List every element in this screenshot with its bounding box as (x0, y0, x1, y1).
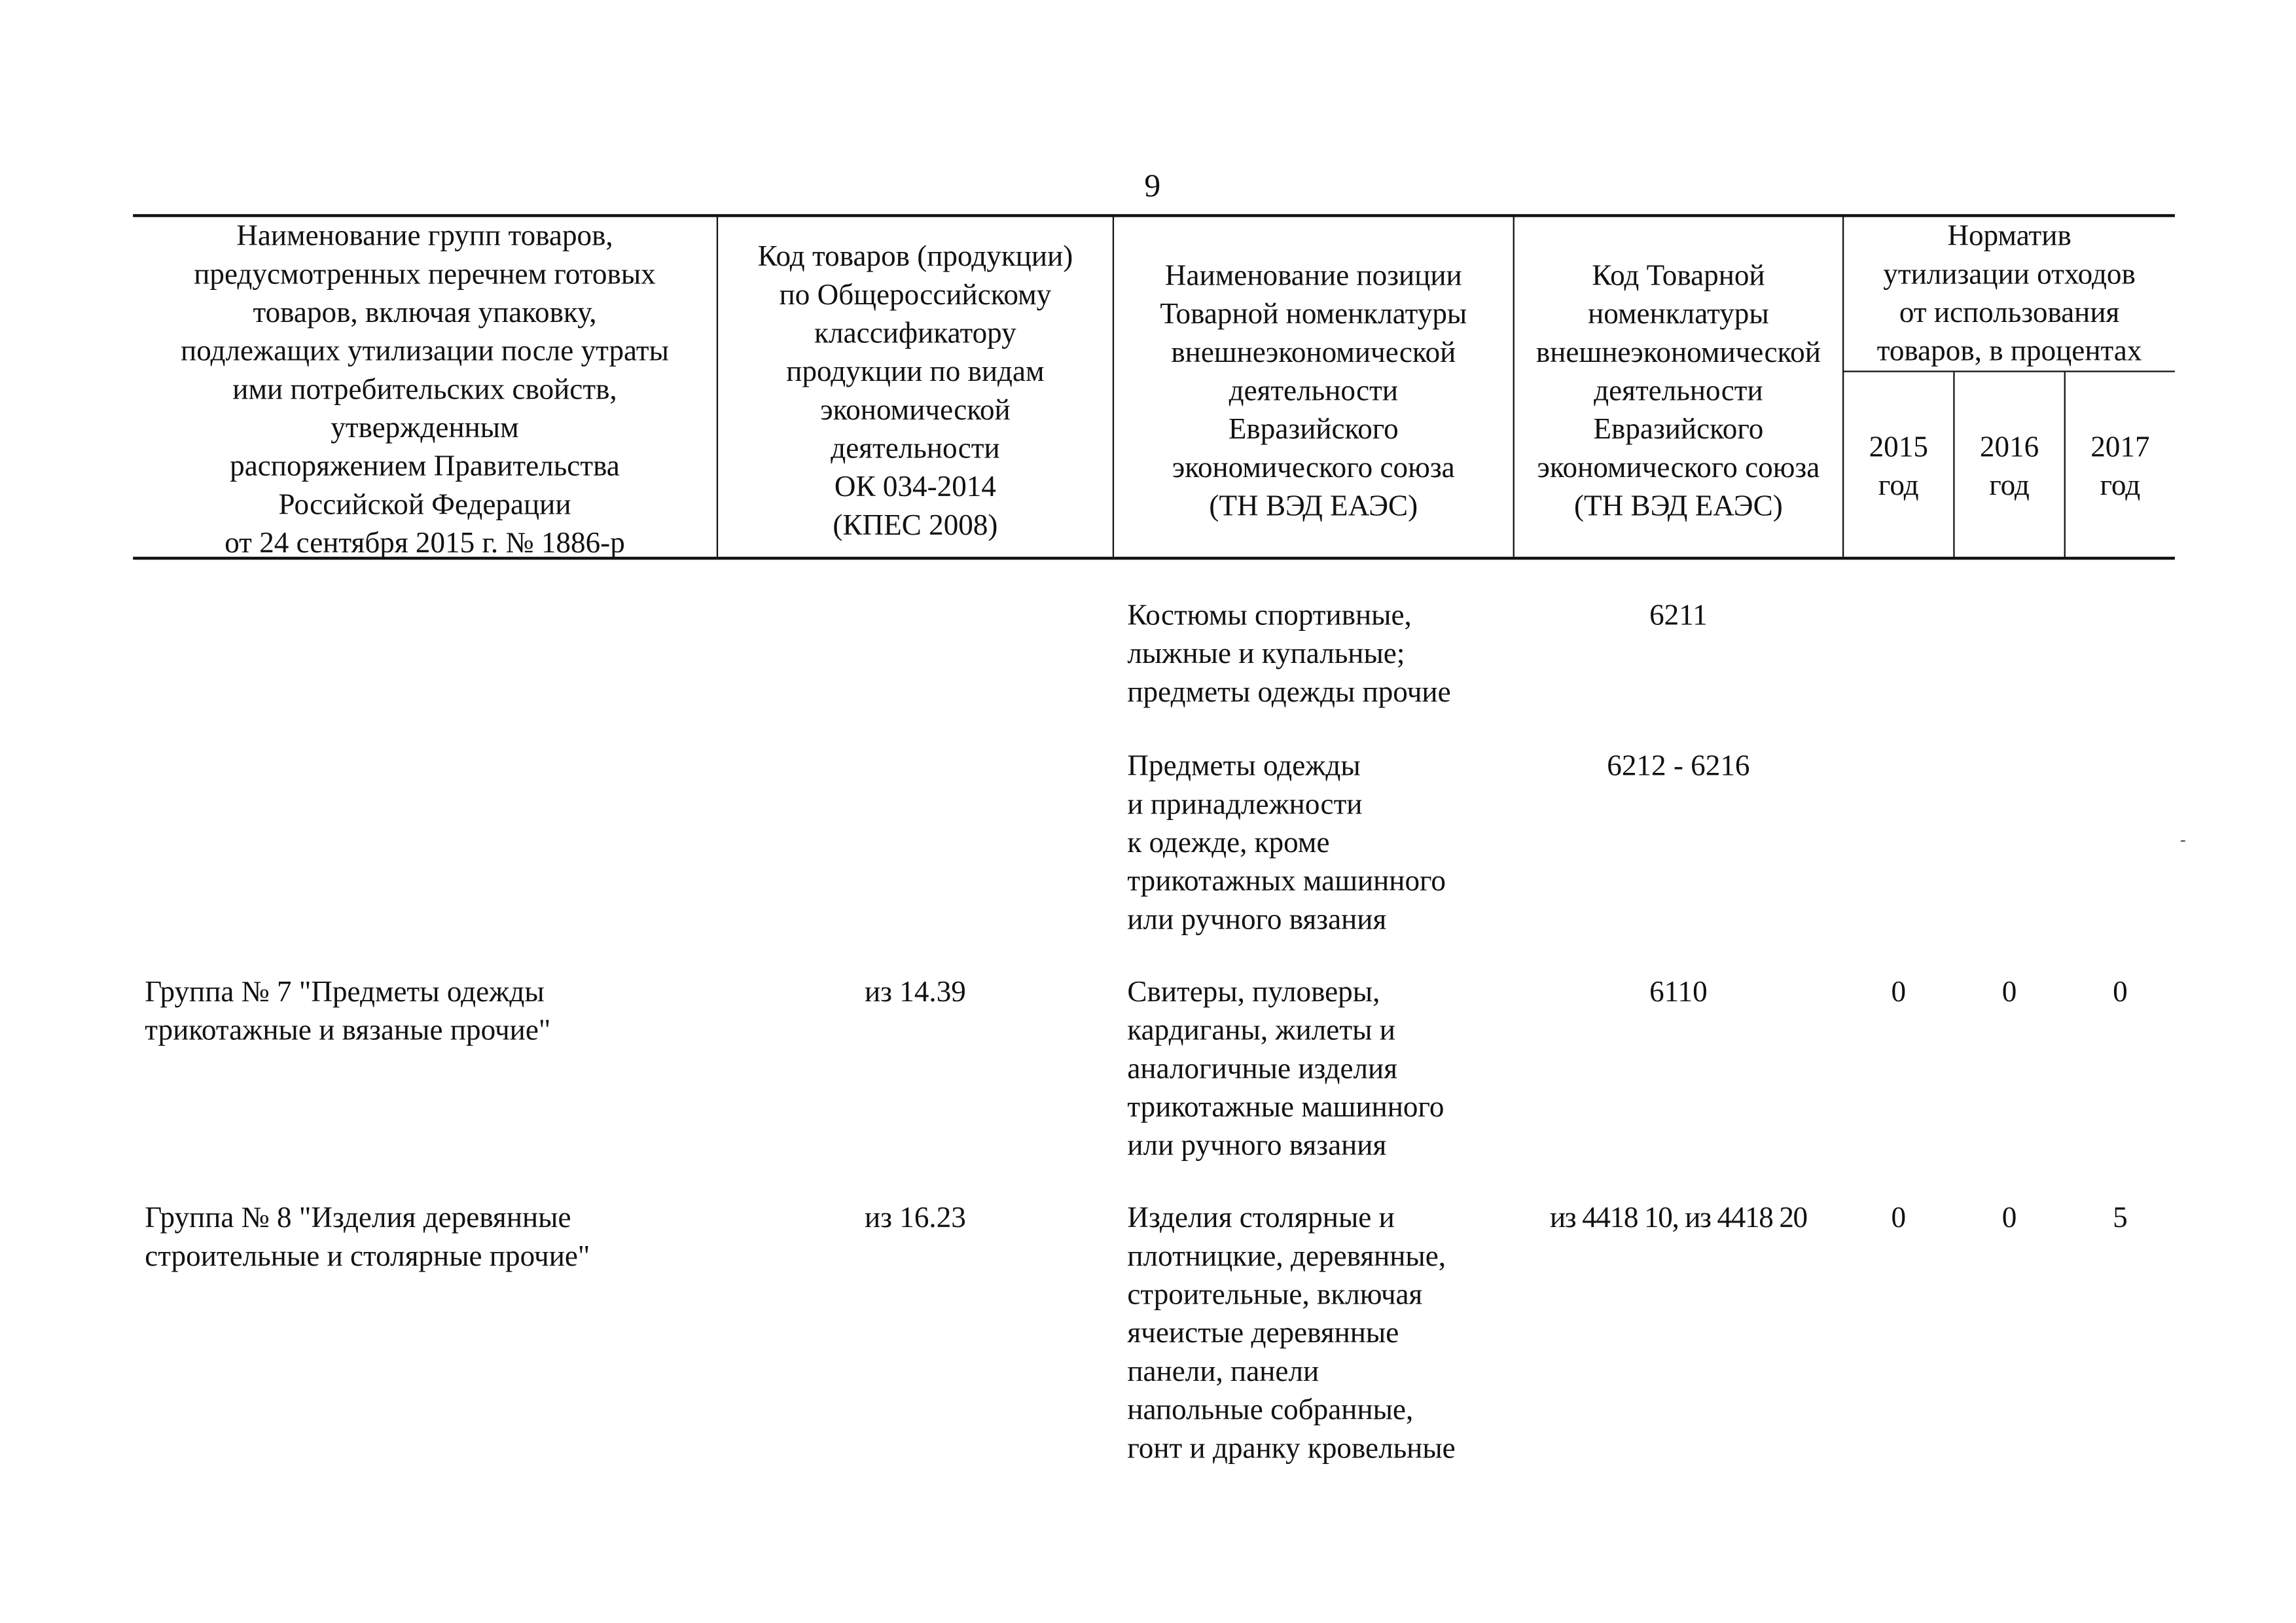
row-3-tnved-name: Свитеры, пуловеры, кардиганы, жилеты и аналогичные изделия трикотажные машинного или ручного вязания (1127, 976, 1444, 1162)
row-4-value-2016: 0 (2001, 1202, 2017, 1235)
row-4-okpd-code: из 16.23 (865, 1202, 966, 1235)
page-number: 9 (1144, 166, 1161, 204)
row-1-tnved-name: Костюмы спортивные, лыжные и купальные; предметы одежды прочие (1127, 599, 1451, 709)
scan-speck (2181, 840, 2185, 842)
row-3-okpd-code: из 14.39 (865, 976, 966, 1009)
header-okpd-code: Код товаров (продукции) по Общероссийскому классификатору продукции по видам экономической деятельности ОК 034-2014 (КПЕС 2008) (757, 240, 1073, 543)
header-year-2015: 2015 год (1869, 431, 1928, 503)
row-1-tnved-code: 6211 (1649, 599, 1708, 632)
header-norm: Норматив утилизации отходов от использования товаров, в процентах (1876, 220, 2142, 368)
header-tnved-code: Код Товарной номенклатуры внешнеэкономической деятельности Евразийского экономического союза (ТН ВЭД ЕАЭС) (1535, 260, 1821, 523)
row-4-tnved-code: из 4418 10, из 4418 20 (1549, 1202, 1807, 1235)
row-3-value-2015: 0 (1891, 976, 1907, 1009)
header-tnved-name: Наименование позиции Товарной номенклатуры внешнеэкономической деятельности Евразийского экономического союза (ТН ВЭД ЕАЭС) (1160, 260, 1467, 523)
row-4-group: Группа № 8 "Изделия деревянные строительные и столярные прочие" (145, 1202, 590, 1274)
header-group-name: Наименование групп товаров, предусмотренных перечнем готовых товаров, включая упаковку, подлежащих утилизации после утраты ими потребительских свойств, утвержденным распоряжением Правительства Российской Федерации от 24 сентября 2015 г. № 1886-р (181, 220, 669, 560)
row-3-value-2016: 0 (2001, 976, 2017, 1009)
header-year-2016: 2016 год (1979, 431, 2039, 503)
row-4-value-2017: 5 (2113, 1202, 2128, 1235)
row-3-group: Группа № 7 "Предметы одежды трикотажные и вязаные прочие" (145, 976, 551, 1047)
row-3-value-2017: 0 (2113, 976, 2128, 1009)
row-2-tnved-name: Предметы одежды и принадлежности к одежде, кроме трикотажных машинного или ручного вязания (1127, 750, 1446, 936)
row-4-tnved-name: Изделия столярные и плотницкие, деревянные, строительные, включая ячеистые деревянные панели, панели напольные собранные, гонт и дранку кровельные (1127, 1202, 1456, 1465)
row-3-tnved-code: 6110 (1649, 976, 1708, 1009)
header-year-2017: 2017 год (2090, 431, 2150, 503)
years-divider (1842, 370, 2175, 372)
row-4-value-2015: 0 (1891, 1202, 1907, 1235)
row-2-tnved-code: 6212 - 6216 (1607, 750, 1750, 783)
